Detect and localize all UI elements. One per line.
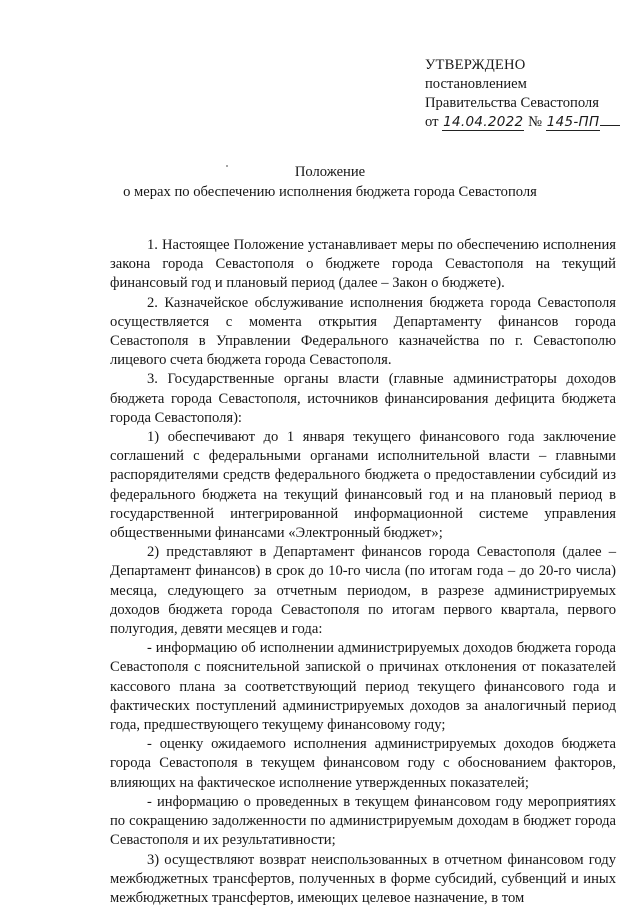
approval-date-line (425, 113, 625, 132)
paragraph-3: 3. Государственные органы власти (главные администраторы доходов бюджета города Севастополя, источников финансирования дефицита бюджета города Севастополя): (110, 370, 616, 428)
paragraph-1: 1. Настоящее Положение устанавливает меры по обеспечению исполнения закона города Севастополя о бюджете города Севастополя на текущий финансовый год и плановый период (далее – Закон о бюджете). (110, 236, 616, 294)
paragraph-3-item-2-bullet-1: - информацию об исполнении администрируемых доходов бюджета города Севастополя с пояснительной запиской о причинах отклонения от показателей кассового плана за соответствующий период текущего финансового года и фактических поступлений администрируемых доходов за аналогичный период года, предшествующего текущему финансовому году; (110, 639, 616, 735)
paragraph-3-item-3: 3) осуществляют возврат неиспользованных в отчетном финансовом году межбюджетных трансфертов, полученных в форме субсидий, субвенций и иных межбюджетных трансфертов, имеющих целевое назначение, в том (110, 851, 616, 908)
approval-heading: УТВЕРЖДЕНО (425, 56, 625, 75)
paragraph-3-item-1: 1) обеспечивают до 1 января текущего финансового года заключение соглашений с федеральными органами исполнительной власти – главными распорядителями средств федерального бюджета о предоставлении субсидий из федерального бюджета на текущий финансовый год и на плановый период в государственной интегрированной информационной системе управления общественными финансами «Электронный бюджет»; (110, 428, 616, 543)
approval-date-prefix: от (425, 114, 438, 130)
document-body (110, 236, 616, 908)
approval-line-resolution: постановлением (425, 75, 625, 94)
paragraph-3-item-2: 2) представляют в Департамент финансов города Севастополя (далее – Департамент финансов) в срок до 10-го числа (по итогам года – до 20-го числа) месяца, следующего за отчетным периодом, в разрезе администрируемых доходов бюджета города Севастополя по итогам первого квартала, первого полугодия, девяти месяцев и года: (110, 543, 616, 639)
approval-number-underline (600, 125, 620, 126)
paragraph-3-item-2-bullet-2: - оценку ожидаемого исполнения администрируемых доходов бюджета города Севастополя в текущем финансовом году с обоснованием факторов, влияющих на фактическое исполнение утвержденных показателей; (110, 735, 616, 793)
approval-number-sign: № (528, 114, 542, 130)
paragraph-2: 2. Казначейское обслуживание исполнения бюджета города Севастополя осуществляется с момента открытия Департаменту финансов города Севастополя в Управлении Федерального казначейства по г. Севастополю лицевого счета бюджета города Севастополя. (110, 294, 616, 371)
title-line-1: Положение (60, 162, 600, 182)
approval-number-handwritten: 145-ПП (546, 115, 601, 131)
approval-date-handwritten: 14.04.2022 (442, 115, 524, 131)
paragraph-3-item-2-bullet-3: - информацию о проведенных в текущем финансовом году мероприятиях по сокращению задолженности по администрируемым доходам в бюджет города Севастополя и их результативности; (110, 793, 616, 851)
approval-line-government: Правительства Севастополя (425, 94, 625, 113)
approval-stamp-block (425, 56, 625, 132)
title-line-2: о мерах по обеспечению исполнения бюджета города Севастополя (60, 182, 600, 202)
document-title (60, 162, 600, 202)
